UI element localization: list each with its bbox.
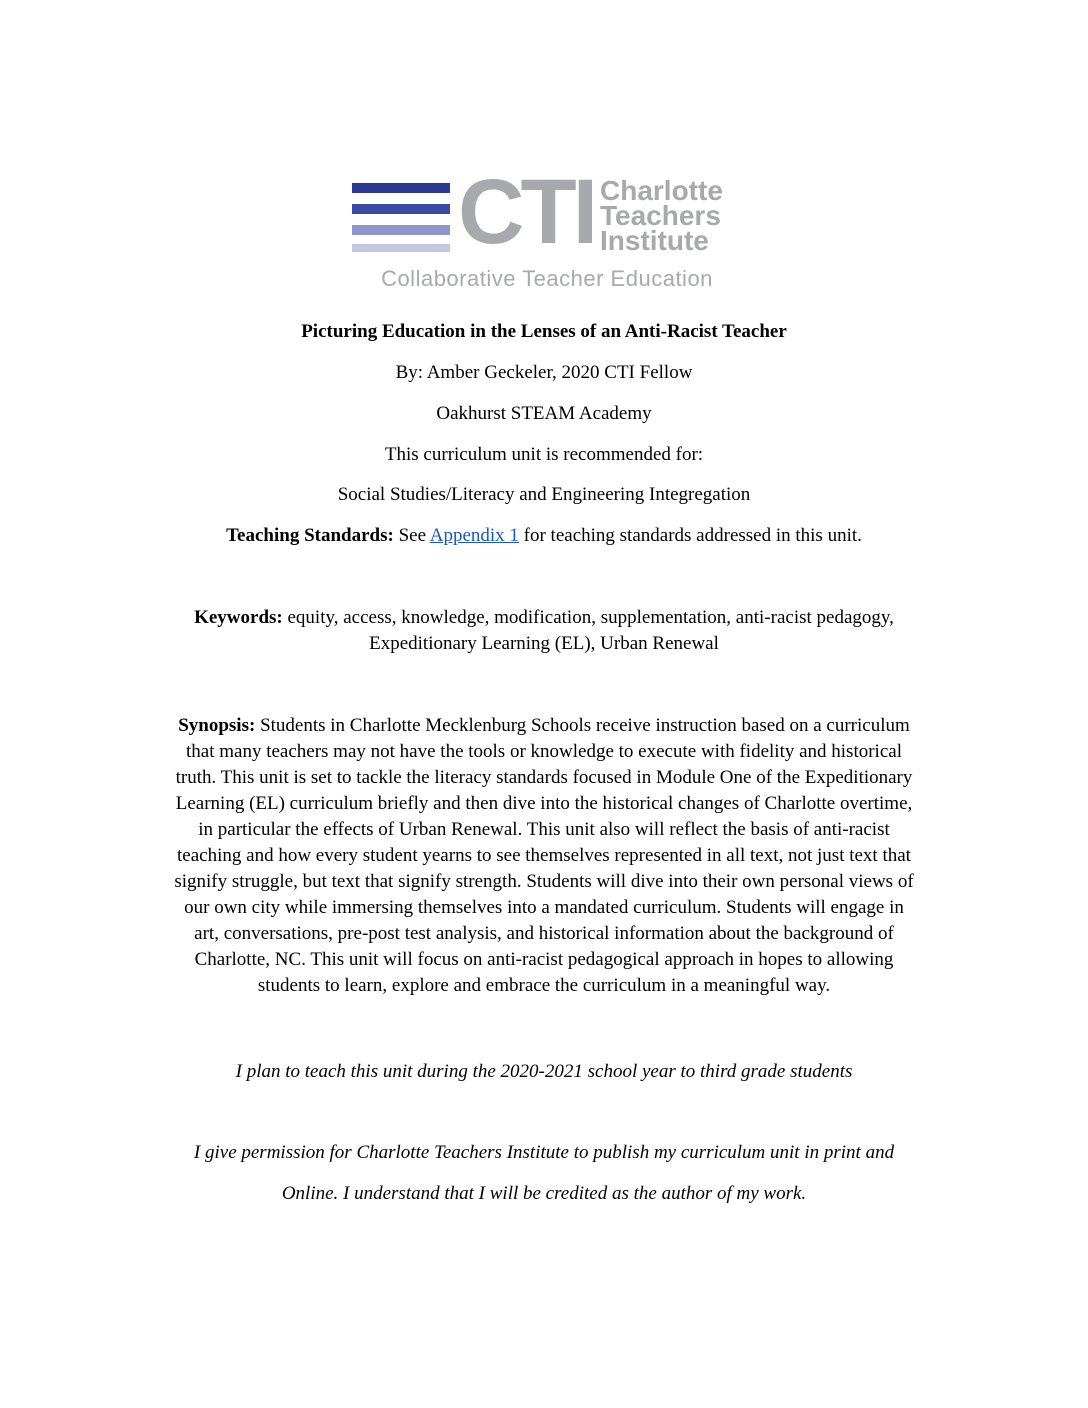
keywords-line-2: Expeditionary Learning (EL), Urban Renewal <box>369 633 719 654</box>
logo-name <box>600 175 723 256</box>
synopsis-line <box>100 713 988 739</box>
keywords-line-1 <box>0 605 1088 631</box>
logo-name-line-2: Teachers <box>600 200 721 231</box>
logo-name-line-3: Institute <box>600 225 709 256</box>
cti-logo <box>352 161 742 294</box>
synopsis-line: teaching and how every student yearns to see themselves represented in all text, not just text that <box>177 845 911 866</box>
permission-line-2: Online. I understand that I will be credited as the author of my work. <box>281 1183 807 1204</box>
synopsis-line: art, conversations, pre-post test analysis, and historical information about the background of <box>194 923 894 944</box>
standards-label: Teaching Standards: <box>226 525 394 546</box>
document-title: Picturing Education in the Lenses of an Anti-Racist Teacher <box>301 321 787 342</box>
synopsis-line: Charlotte, NC. This unit will focus on anti-racist pedagogical approach in hopes to allowing <box>194 949 894 970</box>
standards-pre: See <box>393 525 430 546</box>
synopsis-line: truth. This unit is set to tackle the literacy standards focused in Module One of the Expeditionary <box>175 767 913 788</box>
permission-line-1: I give permission for Charlotte Teachers Institute to publish my curriculum unit in print and <box>193 1142 895 1163</box>
synopsis-line: in particular the effects of Urban Renewal. This unit also will reflect the basis of anti-racist <box>198 819 890 840</box>
synopsis-line: students to learn, explore and embrace the curriculum in a meaningful way. <box>257 975 831 996</box>
logo-bar-4 <box>352 244 450 252</box>
logo-bar-1 <box>352 183 450 193</box>
byline: By: Amber Geckeler, 2020 CTI Fellow <box>395 362 693 383</box>
synopsis-line-1: Students in Charlotte Mecklenburg Schools receive instruction based on a curriculum <box>255 715 910 736</box>
keywords-text-1: equity, access, knowledge, modification, supplementation, anti-racist pedagogy, <box>282 607 894 628</box>
logo-tagline: Collaborative Teacher Education <box>381 266 713 291</box>
teaching-standards <box>0 523 1088 549</box>
appendix-1-link[interactable]: Appendix 1 <box>429 525 519 546</box>
school-name: Oakhurst STEAM Academy <box>436 403 652 424</box>
synopsis-line: our own city while immersing themselves into a mandated curriculum. Students will engage in <box>184 897 904 918</box>
recommended-intro: This curriculum unit is recommended for: <box>384 444 704 465</box>
synopsis-paragraph <box>100 713 988 999</box>
logo-bar-3 <box>352 225 450 235</box>
synopsis-line: signify struggle, but text that signify strength. Students will dive into their own personal views of <box>174 871 914 892</box>
recommended-subjects: Social Studies/Literacy and Engineering Integregation <box>337 484 751 505</box>
logo-bar-2 <box>352 204 450 214</box>
logo-name-line-1: Charlotte <box>600 175 723 206</box>
logo-acronym: CTI <box>458 161 595 263</box>
synopsis-line: Learning (EL) curriculum briefly and then dive into the historical changes of Charlotte overtime, <box>175 793 913 814</box>
synopsis-line: that many teachers may not have the tools or knowledge to execute with fidelity and historical <box>186 741 902 762</box>
plan-statement: I plan to teach this unit during the 2020-2021 school year to third grade students <box>235 1061 853 1082</box>
standards-post: for teaching standards addressed in this unit. <box>518 525 862 546</box>
keywords-label: Keywords: <box>194 607 283 628</box>
synopsis-label: Synopsis: <box>178 715 256 736</box>
